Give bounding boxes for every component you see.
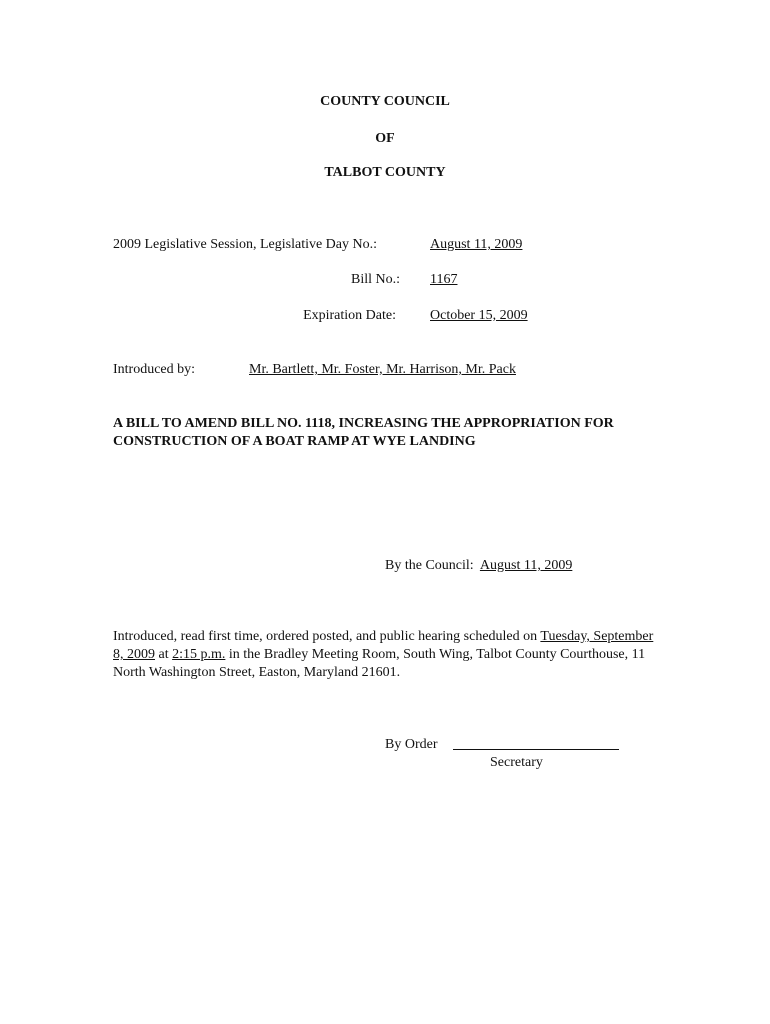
hearing-time: 2:15 p.m.: [172, 647, 226, 662]
session-date: August 11, 2009: [430, 237, 523, 252]
council-heading: COUNTY COUNCIL: [320, 94, 450, 109]
hearing-paragraph: [113, 628, 658, 682]
by-council: [385, 558, 572, 574]
expiration-label: Expiration Date:: [303, 308, 396, 323]
county-heading: TALBOT COUNTY: [324, 165, 446, 180]
secretary-label: Secretary: [490, 755, 543, 770]
expiration-date: October 15, 2009: [430, 308, 528, 323]
bill-number-label: Bill No.:: [350, 272, 400, 287]
bill-title: A BILL TO AMEND BILL NO. 1118, INCREASING THE APPROPRIATION FOR CONSTRUCTION OF A BOAT RAMP AT WYE LANDING: [113, 416, 614, 449]
bill-number: 1167: [430, 272, 458, 287]
session-label: 2009 Legislative Session, Legislative Day No.:: [113, 237, 378, 252]
paragraph-text-3: in the Bradley Meeting Room, South Wing, Talbot County Courthouse, 11 North Washington Street, Easton, Maryland 21601.: [113, 647, 646, 680]
paragraph-text-2: at: [155, 647, 173, 662]
by-council-date: August 11, 2009: [479, 558, 573, 573]
signature-line: [453, 749, 619, 750]
by-council-label: By the Council:: [385, 558, 474, 573]
hearing-date: Tuesday, September 8, 2009: [113, 629, 654, 662]
by-order-label: By Order: [385, 737, 438, 752]
introduced-by-names: Mr. Bartlett, Mr. Foster, Mr. Harrison, Mr. Pack: [249, 362, 516, 377]
introduced-by-label: Introduced by:: [113, 362, 196, 377]
paragraph-text-1: Introduced, read first time, ordered posted, and public hearing scheduled on: [113, 629, 541, 644]
of-heading: OF: [375, 131, 395, 146]
